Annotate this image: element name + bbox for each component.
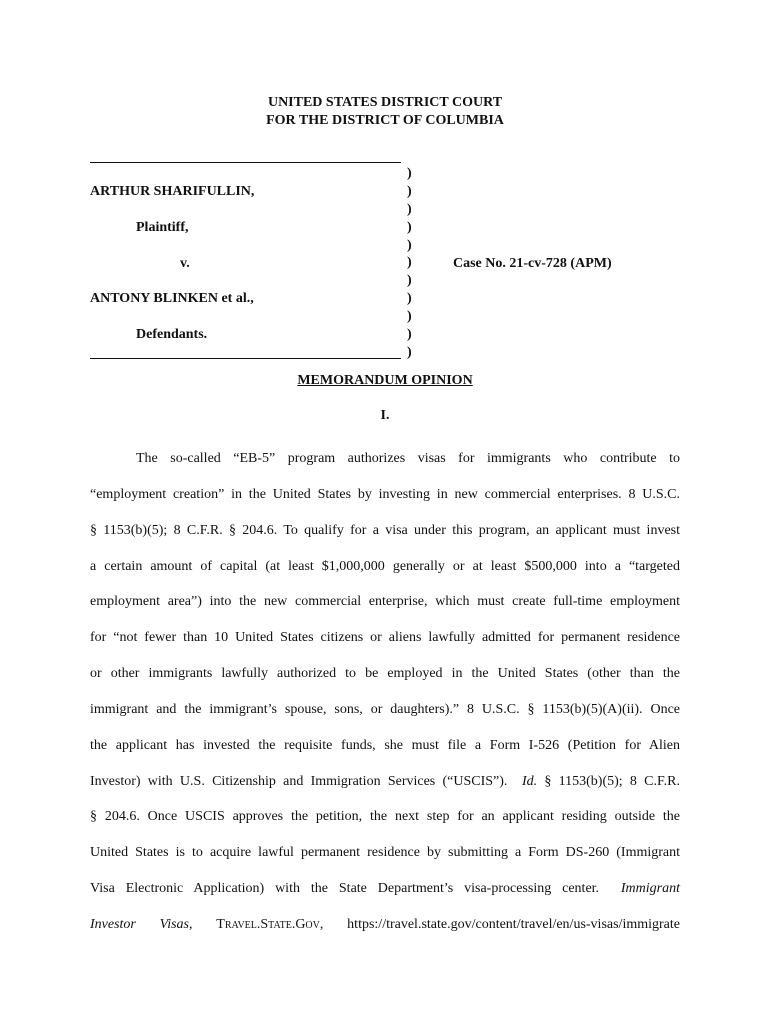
body-line bbox=[90, 907, 680, 943]
caption-top-rule bbox=[90, 162, 401, 163]
source-site: Travel.State.Gov bbox=[216, 916, 320, 932]
paren: ) bbox=[407, 219, 412, 235]
court-name: UNITED STATES DISTRICT COURT bbox=[267, 95, 503, 110]
body-line: for “not fewer than 10 United States citizens or aliens lawfully admitted for permanent residence bbox=[90, 630, 680, 646]
source-url: , https://travel.state.gov/content/travel/en/us-visas/immigrate bbox=[319, 916, 680, 932]
citation-text: § 1153(b)(5); 8 C.F.R. bbox=[544, 773, 681, 789]
body-line: immigrant and the immigrant’s spouse, sons, or daughters).” 8 U.S.C. § 1153(b)(5)(A)(ii). Once bbox=[90, 701, 680, 717]
defendant-name: ANTONY BLINKEN et al., bbox=[90, 291, 254, 306]
paren: ) bbox=[407, 166, 412, 181]
court-district: FOR THE DISTRICT OF COLUMBIA bbox=[266, 113, 504, 128]
paren: ) bbox=[407, 183, 412, 199]
body-line bbox=[90, 871, 680, 907]
caption-bottom-rule bbox=[90, 358, 401, 359]
paren: ) bbox=[407, 273, 412, 289]
source-title: Immigrant bbox=[620, 881, 681, 897]
body-line: a certain amount of capital (at least $1,000,000 generally or at least $500,000 into a “targeted bbox=[90, 558, 680, 574]
body-line: The so-called “EB-5” program authorizes visas for immigrants who contribute to bbox=[136, 451, 680, 466]
defendant-role: Defendants. bbox=[136, 327, 208, 342]
opinion-body bbox=[90, 441, 680, 943]
paren: ) bbox=[407, 309, 412, 325]
body-line bbox=[90, 764, 680, 800]
citation-text: Investor) with U.S. Citizenship and Immigration Services (“USCIS”). bbox=[90, 773, 508, 789]
versus-label: v. bbox=[180, 256, 190, 271]
plaintiff-name: ARTHUR SHARIFULLIN, bbox=[90, 184, 255, 199]
case-number: Case No. 21-cv-728 (APM) bbox=[453, 256, 612, 271]
paren: ) bbox=[407, 327, 412, 343]
paren: ) bbox=[407, 291, 412, 307]
body-text: Visa Electronic Application) with the State Department’s visa-processing center. bbox=[90, 881, 600, 897]
caption-parentheses bbox=[407, 165, 412, 362]
paren: ) bbox=[407, 237, 412, 253]
punctuation: , bbox=[188, 916, 193, 932]
opinion-title: MEMORANDUM OPINION bbox=[297, 373, 473, 388]
paren: ) bbox=[407, 255, 412, 271]
body-line: employment area”) into the new commercial enterprise, which must create full-time employment bbox=[90, 594, 680, 610]
source-title: Investor Visas bbox=[90, 916, 189, 932]
body-line: United States is to acquire lawful permanent residence by submitting a Form DS-260 (Immigrant bbox=[90, 845, 680, 861]
id-citation: Id. bbox=[521, 773, 538, 789]
section-number: I. bbox=[380, 408, 390, 423]
body-line: § 204.6. Once USCIS approves the petition, the next step for an applicant residing outside the bbox=[90, 809, 680, 825]
body-line: or other immigrants lawfully authorized to be employed in the United States (other than the bbox=[90, 666, 680, 682]
body-line: the applicant has invested the requisite funds, she must file a Form I-526 (Petition for Alien bbox=[90, 737, 680, 753]
paren: ) bbox=[407, 201, 412, 217]
plaintiff-role: Plaintiff, bbox=[136, 220, 189, 235]
body-line: § 1153(b)(5); 8 C.F.R. § 204.6. To qualify for a visa under this program, an applicant must invest bbox=[90, 522, 680, 538]
paren: ) bbox=[407, 344, 412, 360]
body-line: “employment creation” in the United States by investing in new commercial enterprises. 8 U.S.C. bbox=[90, 486, 680, 502]
court-heading bbox=[0, 94, 770, 130]
